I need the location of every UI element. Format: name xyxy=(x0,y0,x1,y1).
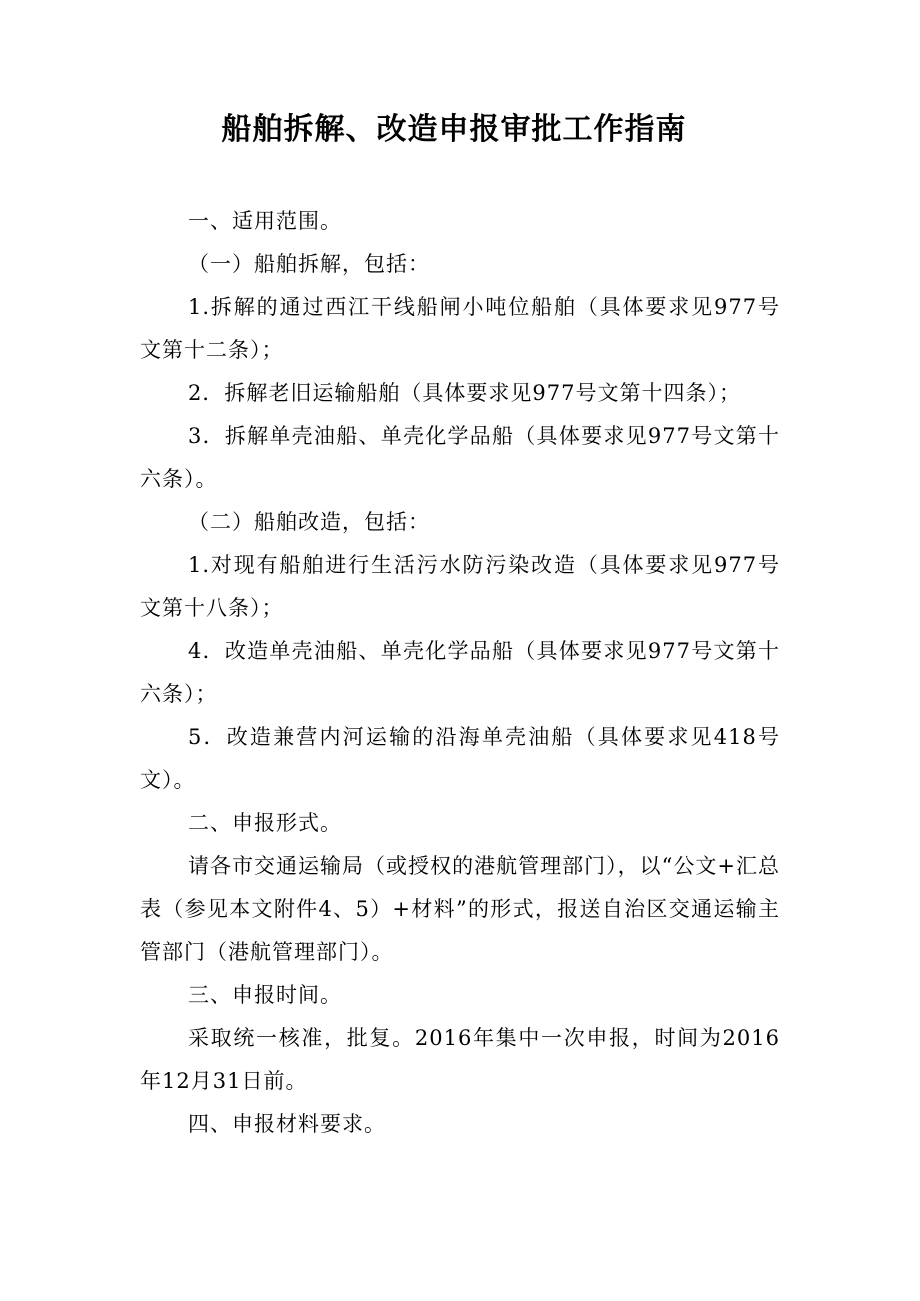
body-paragraph: 请各市交通运输局（或授权的港航管理部门），以“公文+汇总表（参见本文附件4、5）+材料”的形式，报送自治区交通运输主管部门（港航管理部门）。 xyxy=(140,854,780,964)
list-item: 1.拆解的通过西江干线船闸小吨位船舶（具体要求见977号文第十二条）； xyxy=(140,295,780,362)
section-heading-time: 三、申报时间。 xyxy=(188,983,342,1007)
document-body xyxy=(140,200,780,1146)
section-heading-materials: 四、申报材料要求。 xyxy=(188,1112,386,1136)
body-paragraph: 采取统一核准，批复。2016年集中一次申报，时间为2016年12月31日前。 xyxy=(140,1026,780,1093)
list-item: 5．改造兼营内河运输的沿海单壳油船（具体要求见418号文）。 xyxy=(140,725,780,792)
subsection-heading-dismantling: （一）船舶拆解，包括： xyxy=(188,252,430,276)
document-title: 船舶拆解、改造申报审批工作指南 xyxy=(221,112,687,147)
section-heading-scope: 一、适用范围。 xyxy=(188,209,342,233)
list-item: 3．拆解单壳油船、单壳化学品船（具体要求见977号文第十六条）。 xyxy=(140,424,780,491)
list-item: 2．拆解老旧运输船舶（具体要求见977号文第十四条）； xyxy=(188,381,741,405)
section-heading-form: 二、申报形式。 xyxy=(188,811,342,835)
list-item: 1.对现有船舶进行生活污水防污染改造（具体要求见977号文第十八条）； xyxy=(140,553,780,620)
list-item: 4．改造单壳油船、单壳化学品船（具体要求见977号文第十六条）； xyxy=(140,639,780,706)
subsection-heading-modification: （二）船舶改造，包括： xyxy=(188,510,430,534)
